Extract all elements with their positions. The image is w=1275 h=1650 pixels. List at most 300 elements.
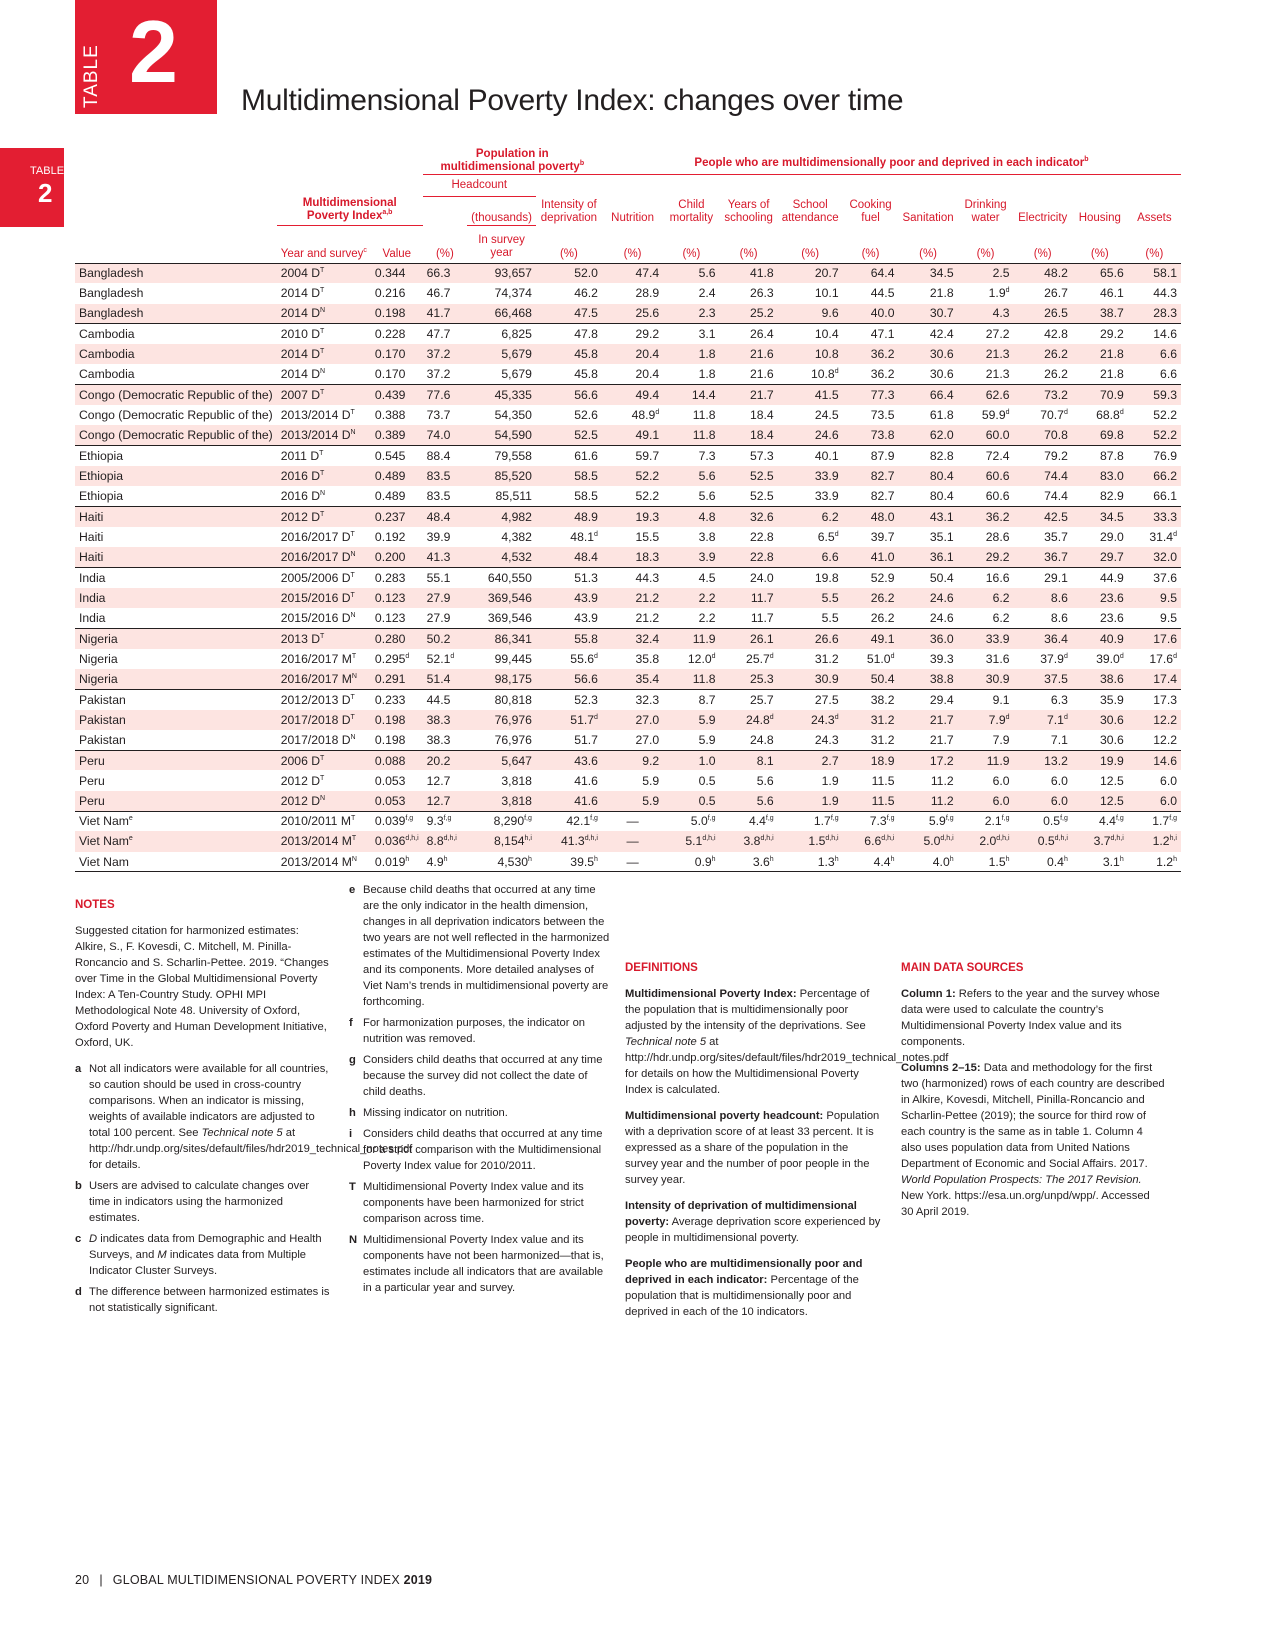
value-cell: 0.295$^d$ bbox=[374, 651, 410, 666]
year-survey-cell: 2006 $D^T$ bbox=[277, 750, 371, 770]
table-row bbox=[75, 446, 1181, 466]
value-cell: 24.3 bbox=[814, 732, 839, 747]
value-cell: 37.9$^d$ bbox=[1040, 651, 1068, 666]
value-cell: 54,590 bbox=[467, 425, 536, 445]
country-cell: Bangladesh bbox=[75, 263, 277, 283]
value-cell: 0.036$^{d,h,i}$ bbox=[371, 831, 423, 851]
value-cell: 51.0$^d$ bbox=[866, 651, 895, 666]
value-cell: 20.7 bbox=[778, 263, 843, 283]
value-cell: 1.5$^h$ bbox=[958, 852, 1014, 872]
value-cell: 26.2 bbox=[1044, 367, 1068, 382]
value-cell: 9.6 bbox=[778, 304, 843, 324]
value-cell: 34.5 bbox=[1072, 507, 1128, 527]
table-row bbox=[75, 263, 1181, 283]
value-cell: 5.6 bbox=[663, 263, 719, 283]
value-cell: 32.4 bbox=[602, 628, 663, 648]
source-columns-2-15: Columns 2–15: Data and methodology for the first two (harmonized) rows of each country are described in Alkire, Kovesdi, Mitchell, Pinilla-Roncancio and Scharlin-Pettee (2019); the source for third row of each country is the same as in table 1. Column 4 also uses population data from United Nations Department of Economic and Social Affairs. 2017. World Population Prospects: The 2017 Revision. New York. https://esa.un.org/unpd/wpp/. Accessed 30 April 2019. bbox=[901, 1062, 1165, 1218]
value-cell: 21.7 bbox=[720, 385, 778, 405]
value-cell: 86,341 bbox=[467, 628, 536, 648]
table-row bbox=[75, 425, 1181, 445]
value-cell: 17.3 bbox=[1128, 689, 1181, 709]
definitions-heading: DEFINITIONS bbox=[625, 962, 698, 974]
value-cell: 5,679 bbox=[501, 367, 532, 382]
country-cell: Viet Nam bbox=[75, 852, 277, 872]
value-cell: 21.2 bbox=[602, 588, 663, 608]
value-cell: 1.7$^{f,g}$ bbox=[1128, 811, 1181, 831]
value-cell: 4.4$^h$ bbox=[843, 852, 899, 872]
value-cell: 0.123 bbox=[374, 610, 406, 625]
value-cell: 74,374 bbox=[494, 286, 532, 301]
value-cell: 0.5 bbox=[698, 773, 716, 788]
value-cell: 40.0 bbox=[843, 304, 899, 324]
value-cell: 83.5 bbox=[426, 489, 451, 504]
table-row bbox=[75, 344, 1181, 364]
value-cell: 43.9 bbox=[574, 610, 598, 625]
country-cell: Pakistan bbox=[75, 710, 277, 730]
country-cell: Haiti bbox=[75, 507, 277, 527]
value-cell: 0.053 bbox=[371, 791, 423, 811]
year-survey-cell: 2016 $D^N$ bbox=[280, 489, 326, 504]
value-cell: 43.6 bbox=[536, 750, 602, 770]
table-row bbox=[75, 710, 1181, 730]
note-i: i Considers child deaths that occurred at any time for a strict comparison with the Multidimensional Poverty Index value for 2010/2011. bbox=[349, 1128, 603, 1172]
value-cell: 30.9 bbox=[958, 669, 1014, 689]
value-cell: 22.8 bbox=[749, 530, 774, 544]
value-cell: 52.5 bbox=[749, 489, 774, 504]
value-cell: 4.4$^{f,g}$ bbox=[1072, 811, 1128, 831]
value-cell: 36.2 bbox=[843, 344, 899, 364]
value-cell: 12.0$^d$ bbox=[687, 651, 716, 666]
value-cell: 6,825 bbox=[467, 324, 536, 344]
definition-mpi: Multidimensional Poverty Index: Percentage of the population that is multidimensionally poor adjusted by the intensity of the deprivations. See Technical note 5 at http://hdr.undp.org/sites/default/files/hdr2019_technical_notes.pdf for details on how the Multidimensional Poverty Index is calculated. bbox=[625, 988, 949, 1096]
value-cell: 12.5 bbox=[1072, 791, 1128, 811]
value-cell: 32.6 bbox=[720, 507, 778, 527]
value-cell: 9.2 bbox=[602, 750, 663, 770]
value-cell: 16.6 bbox=[958, 567, 1014, 587]
table-row bbox=[75, 507, 1181, 527]
value-cell: 0.4$^h$ bbox=[1014, 852, 1072, 872]
value-cell: 12.2 bbox=[1128, 710, 1181, 730]
country-cell: Congo (Democratic Republic of the) bbox=[75, 425, 277, 445]
population-group-header: Population in multidimensional poverty$^b$ bbox=[423, 148, 602, 175]
note-d: d The difference between harmonized estimates is not statistically significant. bbox=[75, 1286, 330, 1314]
value-cell: 9.5 bbox=[1160, 610, 1177, 625]
value-cell: 45.8 bbox=[536, 344, 602, 364]
value-cell: 3,818 bbox=[467, 791, 536, 811]
value-cell: 50.4 bbox=[898, 567, 957, 587]
value-cell: 640,550 bbox=[467, 567, 536, 587]
value-cell: 73.8 bbox=[843, 425, 899, 445]
year-survey-cell: 2017/2018 $D^T$ bbox=[277, 710, 371, 730]
value-cell: 0.5 bbox=[663, 791, 719, 811]
value-cell: 44.3 bbox=[602, 567, 663, 587]
value-cell: 44.5 bbox=[423, 689, 468, 709]
table-row bbox=[75, 405, 1181, 425]
note-c: c D indicates data from Demographic and Health Surveys, and M indicates data from Multiple Indicator Cluster Surveys. bbox=[75, 1233, 322, 1277]
value-cell: 38.6 bbox=[1072, 669, 1128, 689]
value-cell: 6.6 bbox=[1128, 344, 1181, 364]
value-cell: 0.228 bbox=[371, 324, 423, 344]
value-cell: 5.6 bbox=[756, 773, 774, 788]
unit-pct: (%) bbox=[1128, 225, 1181, 263]
value-cell: 93,657 bbox=[467, 263, 536, 283]
value-cell: 30.6 bbox=[1072, 710, 1128, 730]
value-cell: 99,445 bbox=[494, 651, 532, 666]
value-cell: 12.7 bbox=[423, 791, 468, 811]
indicator-header-school-attendance: School attendance bbox=[781, 199, 839, 224]
year-survey-cell: 2014 $D^N$ bbox=[280, 367, 326, 382]
value-cell: 21.6 bbox=[720, 344, 778, 364]
country-cell: India bbox=[75, 588, 277, 608]
value-cell: 6.6 bbox=[1160, 367, 1177, 382]
value-cell: 52.2 bbox=[635, 489, 660, 504]
value-cell: 18.4 bbox=[720, 425, 778, 445]
value-cell: 31.2 bbox=[870, 732, 895, 747]
value-cell: 0.280 bbox=[371, 628, 423, 648]
year-survey-cell: 2013/2014 $M^T$ bbox=[277, 831, 371, 851]
value-cell: 58.1 bbox=[1128, 263, 1181, 283]
value-cell: 37.2 bbox=[423, 344, 468, 364]
value-cell: 33.3 bbox=[1128, 507, 1181, 527]
badge-number: 2 bbox=[129, 2, 178, 101]
table-row bbox=[75, 791, 1181, 811]
value-cell: 38.3 bbox=[426, 732, 451, 747]
value-cell: 25.6 bbox=[602, 304, 663, 324]
value-cell: 11.9 bbox=[663, 628, 719, 648]
value-cell: 51.7$^d$ bbox=[536, 710, 602, 730]
value-cell: 26.1 bbox=[720, 628, 778, 648]
value-cell: 1.2$^{h,i}$ bbox=[1128, 831, 1181, 851]
year-survey-cell: 2014 $D^T$ bbox=[280, 286, 325, 301]
value-cell: 36.2 bbox=[870, 367, 895, 382]
value-cell: 33.9 bbox=[958, 628, 1014, 648]
side-tab-label: TABLE bbox=[30, 165, 65, 177]
value-cell: 0.389 bbox=[371, 425, 423, 445]
note-g: g Considers child deaths that occurred at any time because the survey did not collect the date of child deaths. bbox=[349, 1054, 603, 1098]
value-cell: 26.5 bbox=[1014, 304, 1072, 324]
year-survey-cell: 2015/2016 $D^N$ bbox=[280, 610, 356, 625]
value-cell: 26.3 bbox=[749, 286, 774, 301]
value-cell: 41.8 bbox=[720, 263, 778, 283]
value-cell: 52.5 bbox=[720, 466, 778, 486]
value-cell: 5,679 bbox=[467, 344, 536, 364]
value-cell: 83.0 bbox=[1072, 466, 1128, 486]
value-cell: 23.6 bbox=[1072, 588, 1128, 608]
value-cell: 6.2 bbox=[778, 507, 843, 527]
country-cell: Ethiopia bbox=[75, 446, 277, 466]
value-cell: 69.8 bbox=[1072, 425, 1128, 445]
value-cell: 77.3 bbox=[843, 385, 899, 405]
value-cell: 1.8 bbox=[698, 367, 716, 382]
value-cell: 26.7 bbox=[1044, 286, 1068, 301]
value-cell: 7.3 bbox=[663, 446, 719, 466]
value-cell: 4,530$^h$ bbox=[467, 852, 536, 872]
value-cell: 55.8 bbox=[536, 628, 602, 648]
value-cell: 66.2 bbox=[1128, 466, 1181, 486]
value-cell: 20.4 bbox=[602, 344, 663, 364]
indicator-header-cooking-fuel: Cooking fuel bbox=[849, 199, 892, 224]
value-cell: 29.1 bbox=[1014, 567, 1072, 587]
value-cell: 15.5 bbox=[635, 530, 660, 544]
value-cell: 369,546 bbox=[467, 588, 536, 608]
value-cell: 1.8 bbox=[663, 344, 719, 364]
value-cell: 30.9 bbox=[778, 669, 843, 689]
year-survey-cell: 2007 $D^T$ bbox=[277, 385, 371, 405]
value-cell: 42.8 bbox=[1014, 324, 1072, 344]
value-cell: 48.4 bbox=[536, 547, 602, 567]
value-cell: 0.9$^h$ bbox=[663, 852, 719, 872]
value-cell: 29.0 bbox=[1100, 530, 1124, 544]
value-cell: 5.9$^{f,g}$ bbox=[898, 811, 957, 831]
value-cell: 44.5 bbox=[870, 286, 895, 301]
value-cell: 0.088 bbox=[371, 750, 423, 770]
value-cell: 24.6 bbox=[898, 588, 957, 608]
table-row bbox=[75, 466, 1181, 486]
value-cell: 25.3 bbox=[720, 669, 778, 689]
value-cell: 21.7 bbox=[929, 732, 954, 747]
value-cell: 43.1 bbox=[898, 507, 957, 527]
value-cell: 82.7 bbox=[870, 489, 895, 504]
value-cell: 4.4$^{f,g}$ bbox=[720, 811, 778, 831]
note-N: N Multidimensional Poverty Index value and its components have not been harmonized—that is, estimates include all indicators that are available in a particular year and survey. bbox=[349, 1234, 604, 1294]
value-cell: 73.2 bbox=[1014, 385, 1072, 405]
side-table-tab bbox=[0, 148, 64, 227]
year-survey-cell: 2017/2018 $D^N$ bbox=[280, 732, 356, 747]
value-cell: 6.0 bbox=[1014, 791, 1072, 811]
value-cell: 73.5 bbox=[870, 408, 895, 423]
value-cell: 11.2 bbox=[898, 791, 957, 811]
value-cell: 7.1$^d$ bbox=[1014, 710, 1072, 730]
definition-headcount: Multidimensional poverty headcount: Population with a deprivation score of at least 33 percent. It is expressed as a share of the population in the survey year and the number of poor people in the survey year. bbox=[625, 1110, 880, 1186]
value-cell: 4,532 bbox=[467, 547, 536, 567]
value-cell: 39.0$^d$ bbox=[1096, 651, 1124, 666]
country-cell: Bangladesh bbox=[79, 286, 144, 301]
country-cell: Nigeria bbox=[75, 669, 277, 689]
value-cell: 6.3 bbox=[1014, 689, 1072, 709]
value-cell: 2.0$^{d,h,i}$ bbox=[958, 831, 1014, 851]
value-cell: 61.6 bbox=[536, 446, 602, 466]
table-row bbox=[75, 364, 1181, 384]
value-cell: 2.4 bbox=[698, 286, 716, 301]
value-cell: 35.7 bbox=[1044, 530, 1068, 544]
notes-heading: NOTES bbox=[75, 899, 115, 911]
unit-pct: (%) bbox=[602, 225, 663, 263]
value-cell: 0.198 bbox=[374, 732, 406, 747]
value-cell: 21.8 bbox=[929, 286, 954, 301]
value-cell: 24.0 bbox=[720, 567, 778, 587]
value-cell: 7.9$^d$ bbox=[958, 710, 1014, 730]
value-cell: 41.3$^{d,h,i}$ bbox=[536, 831, 602, 851]
table-row bbox=[75, 669, 1181, 689]
value-cell: 57.3 bbox=[720, 446, 778, 466]
value-cell: 0.233 bbox=[371, 689, 423, 709]
value-cell: 19.8 bbox=[778, 567, 843, 587]
value-cell: 82.7 bbox=[843, 466, 899, 486]
value-cell: 80,818 bbox=[467, 689, 536, 709]
value-cell: 2.3 bbox=[663, 304, 719, 324]
value-cell: 0.192 bbox=[374, 530, 406, 544]
value-cell: 4.5 bbox=[663, 567, 719, 587]
value-cell: 6.0 bbox=[1128, 791, 1181, 811]
year-survey-cell: 2004 $D^T$ bbox=[277, 263, 371, 283]
value-cell: 52.1$^d$ bbox=[426, 651, 455, 666]
value-cell: 2.2 bbox=[663, 588, 719, 608]
value-cell: 0.170 bbox=[371, 344, 423, 364]
value-cell: 17.6$^d$ bbox=[1149, 651, 1177, 666]
value-cell: 74.4 bbox=[1014, 466, 1072, 486]
value-cell: 4.9$^h$ bbox=[423, 852, 468, 872]
unit-pct-headcount: (%) bbox=[423, 225, 468, 263]
value-cell: 66.1 bbox=[1153, 489, 1177, 504]
value-cell: 0.283 bbox=[371, 567, 423, 587]
value-cell: 49.1 bbox=[843, 628, 899, 648]
value-cell: 25.7 bbox=[720, 689, 778, 709]
value-cell: 0.216 bbox=[374, 286, 406, 301]
indicator-header-sanitation: Sanitation bbox=[902, 212, 954, 224]
value-cell: 5.9 bbox=[642, 773, 660, 788]
value-cell: 5.6 bbox=[698, 489, 716, 504]
value-cell: 10.4 bbox=[778, 324, 843, 344]
value-cell: 5.5 bbox=[778, 588, 843, 608]
value-cell: 52.5 bbox=[536, 425, 602, 445]
value-cell: 38.7 bbox=[1072, 304, 1128, 324]
value-cell: 50.4 bbox=[843, 669, 899, 689]
value-cell: 5.0$^{f,g}$ bbox=[663, 811, 719, 831]
side-tab-number: 2 bbox=[38, 178, 53, 208]
table-row bbox=[75, 588, 1181, 608]
value-cell: 6.0 bbox=[958, 791, 1014, 811]
unit-pct: (%) bbox=[1014, 225, 1072, 263]
value-cell: 55.6$^d$ bbox=[570, 651, 598, 666]
country-cell: Peru bbox=[79, 773, 105, 788]
value-cell: 3.8 bbox=[698, 530, 716, 544]
value-cell: 21.6 bbox=[749, 367, 774, 382]
value-cell: 58.5 bbox=[574, 489, 598, 504]
value-cell: 70.8 bbox=[1014, 425, 1072, 445]
value-cell: 14.6 bbox=[1128, 324, 1181, 344]
value-cell: 24.3$^d$ bbox=[778, 710, 843, 730]
value-cell: 64.4 bbox=[843, 263, 899, 283]
sources-heading: MAIN DATA SOURCES bbox=[901, 962, 1024, 974]
country-cell: India bbox=[75, 567, 277, 587]
value-cell: 11.7 bbox=[750, 610, 774, 625]
table-row bbox=[75, 852, 1181, 872]
value-cell: 4.8 bbox=[663, 507, 719, 527]
value-cell: 49.4 bbox=[602, 385, 663, 405]
value-cell: 46.7 bbox=[426, 286, 451, 301]
value-cell: 79.2 bbox=[1014, 446, 1072, 466]
value-cell: 3.1 bbox=[663, 324, 719, 344]
value-cell: 39.5$^h$ bbox=[536, 852, 602, 872]
unit-pct: (%) bbox=[778, 225, 843, 263]
value-cell: 70.9 bbox=[1072, 385, 1128, 405]
year-survey-cell: 2013/2014 $D^N$ bbox=[277, 425, 371, 445]
value-cell: 11.9 bbox=[958, 750, 1014, 770]
value-cell: 72.4 bbox=[958, 446, 1014, 466]
unit-pct: (%) bbox=[958, 225, 1014, 263]
country-cell: Nigeria bbox=[79, 651, 118, 666]
year-survey-cell: 2015/2016 $D^T$ bbox=[277, 588, 371, 608]
value-cell: 52.9 bbox=[843, 567, 899, 587]
year-survey-cell: 2016 $D^T$ bbox=[277, 466, 371, 486]
value-cell: 21.3 bbox=[985, 367, 1010, 382]
value-cell: 6.2 bbox=[958, 588, 1014, 608]
year-survey-cell: 2014 $D^T$ bbox=[277, 344, 371, 364]
table-row bbox=[75, 811, 1181, 831]
table-row bbox=[75, 689, 1181, 709]
indicator-header-years-of-schooling: Years of schooling bbox=[724, 199, 773, 224]
value-cell: 25.7$^d$ bbox=[746, 651, 774, 666]
value-cell: 45,335 bbox=[467, 385, 536, 405]
value-cell: 61.8 bbox=[929, 408, 954, 423]
value-cell: 0.198 bbox=[371, 710, 423, 730]
value-cell: 14.6 bbox=[1128, 750, 1181, 770]
value-cell: 369,546 bbox=[487, 610, 532, 625]
value-cell: — bbox=[602, 852, 663, 872]
value-cell: 41.7 bbox=[423, 304, 468, 324]
year-survey-cell: 2013/2014 $D^T$ bbox=[280, 408, 355, 423]
value-cell: 9.3$^{f,g}$ bbox=[423, 811, 468, 831]
value-cell: 18.3 bbox=[602, 547, 663, 567]
value-cell: 29.7 bbox=[1072, 547, 1128, 567]
value-cell: 26.2 bbox=[1014, 344, 1072, 364]
value-cell: 77.6 bbox=[423, 385, 468, 405]
value-cell: 0.344 bbox=[371, 263, 423, 283]
country-cell: Peru bbox=[75, 750, 277, 770]
value-cell: 6.2 bbox=[992, 610, 1010, 625]
value-cell: 52.2 bbox=[1153, 408, 1177, 423]
unit-pct: (%) bbox=[843, 225, 899, 263]
value-cell: 45.8 bbox=[574, 367, 598, 382]
value-cell: 47.4 bbox=[602, 263, 663, 283]
value-cell: 56.6 bbox=[536, 385, 602, 405]
badge-label: TABLE bbox=[81, 44, 102, 108]
value-cell: 74.0 bbox=[423, 425, 468, 445]
value-cell: 42.5 bbox=[1014, 507, 1072, 527]
note-T: T Multidimensional Poverty Index value and its components have been harmonized for strict comparison across time. bbox=[349, 1181, 584, 1225]
year-survey-cell: 2013 $D^T$ bbox=[277, 628, 371, 648]
value-cell: 2.7 bbox=[778, 750, 843, 770]
table-row bbox=[75, 628, 1181, 648]
value-cell: 5.5 bbox=[821, 610, 839, 625]
value-cell: 0.039$^{f,g}$ bbox=[371, 811, 423, 831]
value-cell: 62.6 bbox=[958, 385, 1014, 405]
value-cell: 98,175 bbox=[467, 669, 536, 689]
value-cell: 18.4 bbox=[749, 408, 774, 423]
value-cell: 37.6 bbox=[1128, 567, 1181, 587]
table-row bbox=[75, 385, 1181, 405]
country-cell: Peru bbox=[75, 791, 277, 811]
value-cell: 41.6 bbox=[536, 791, 602, 811]
value-cell: 59.3 bbox=[1128, 385, 1181, 405]
value-cell: 50.2 bbox=[423, 628, 468, 648]
value-cell: 29.2 bbox=[958, 547, 1014, 567]
value-cell: 41.6 bbox=[574, 773, 598, 788]
value-cell: 36.1 bbox=[898, 547, 957, 567]
value-cell: 59.7 bbox=[602, 446, 663, 466]
country-cell: Pakistan bbox=[75, 689, 277, 709]
value-cell: 30.7 bbox=[898, 304, 957, 324]
value-cell: 0.019$^h$ bbox=[371, 852, 423, 872]
value-cell: 37.5 bbox=[1014, 669, 1072, 689]
note-h: h Missing indicator on nutrition. bbox=[349, 1107, 508, 1119]
year-survey-cell: 2012/2013 $D^T$ bbox=[277, 689, 371, 709]
country-cell: Pakistan bbox=[79, 732, 126, 747]
value-cell: 85,520 bbox=[467, 466, 536, 486]
table-row bbox=[75, 324, 1181, 344]
value-cell: 8.1 bbox=[720, 750, 778, 770]
value-cell: 31.2 bbox=[814, 651, 839, 666]
